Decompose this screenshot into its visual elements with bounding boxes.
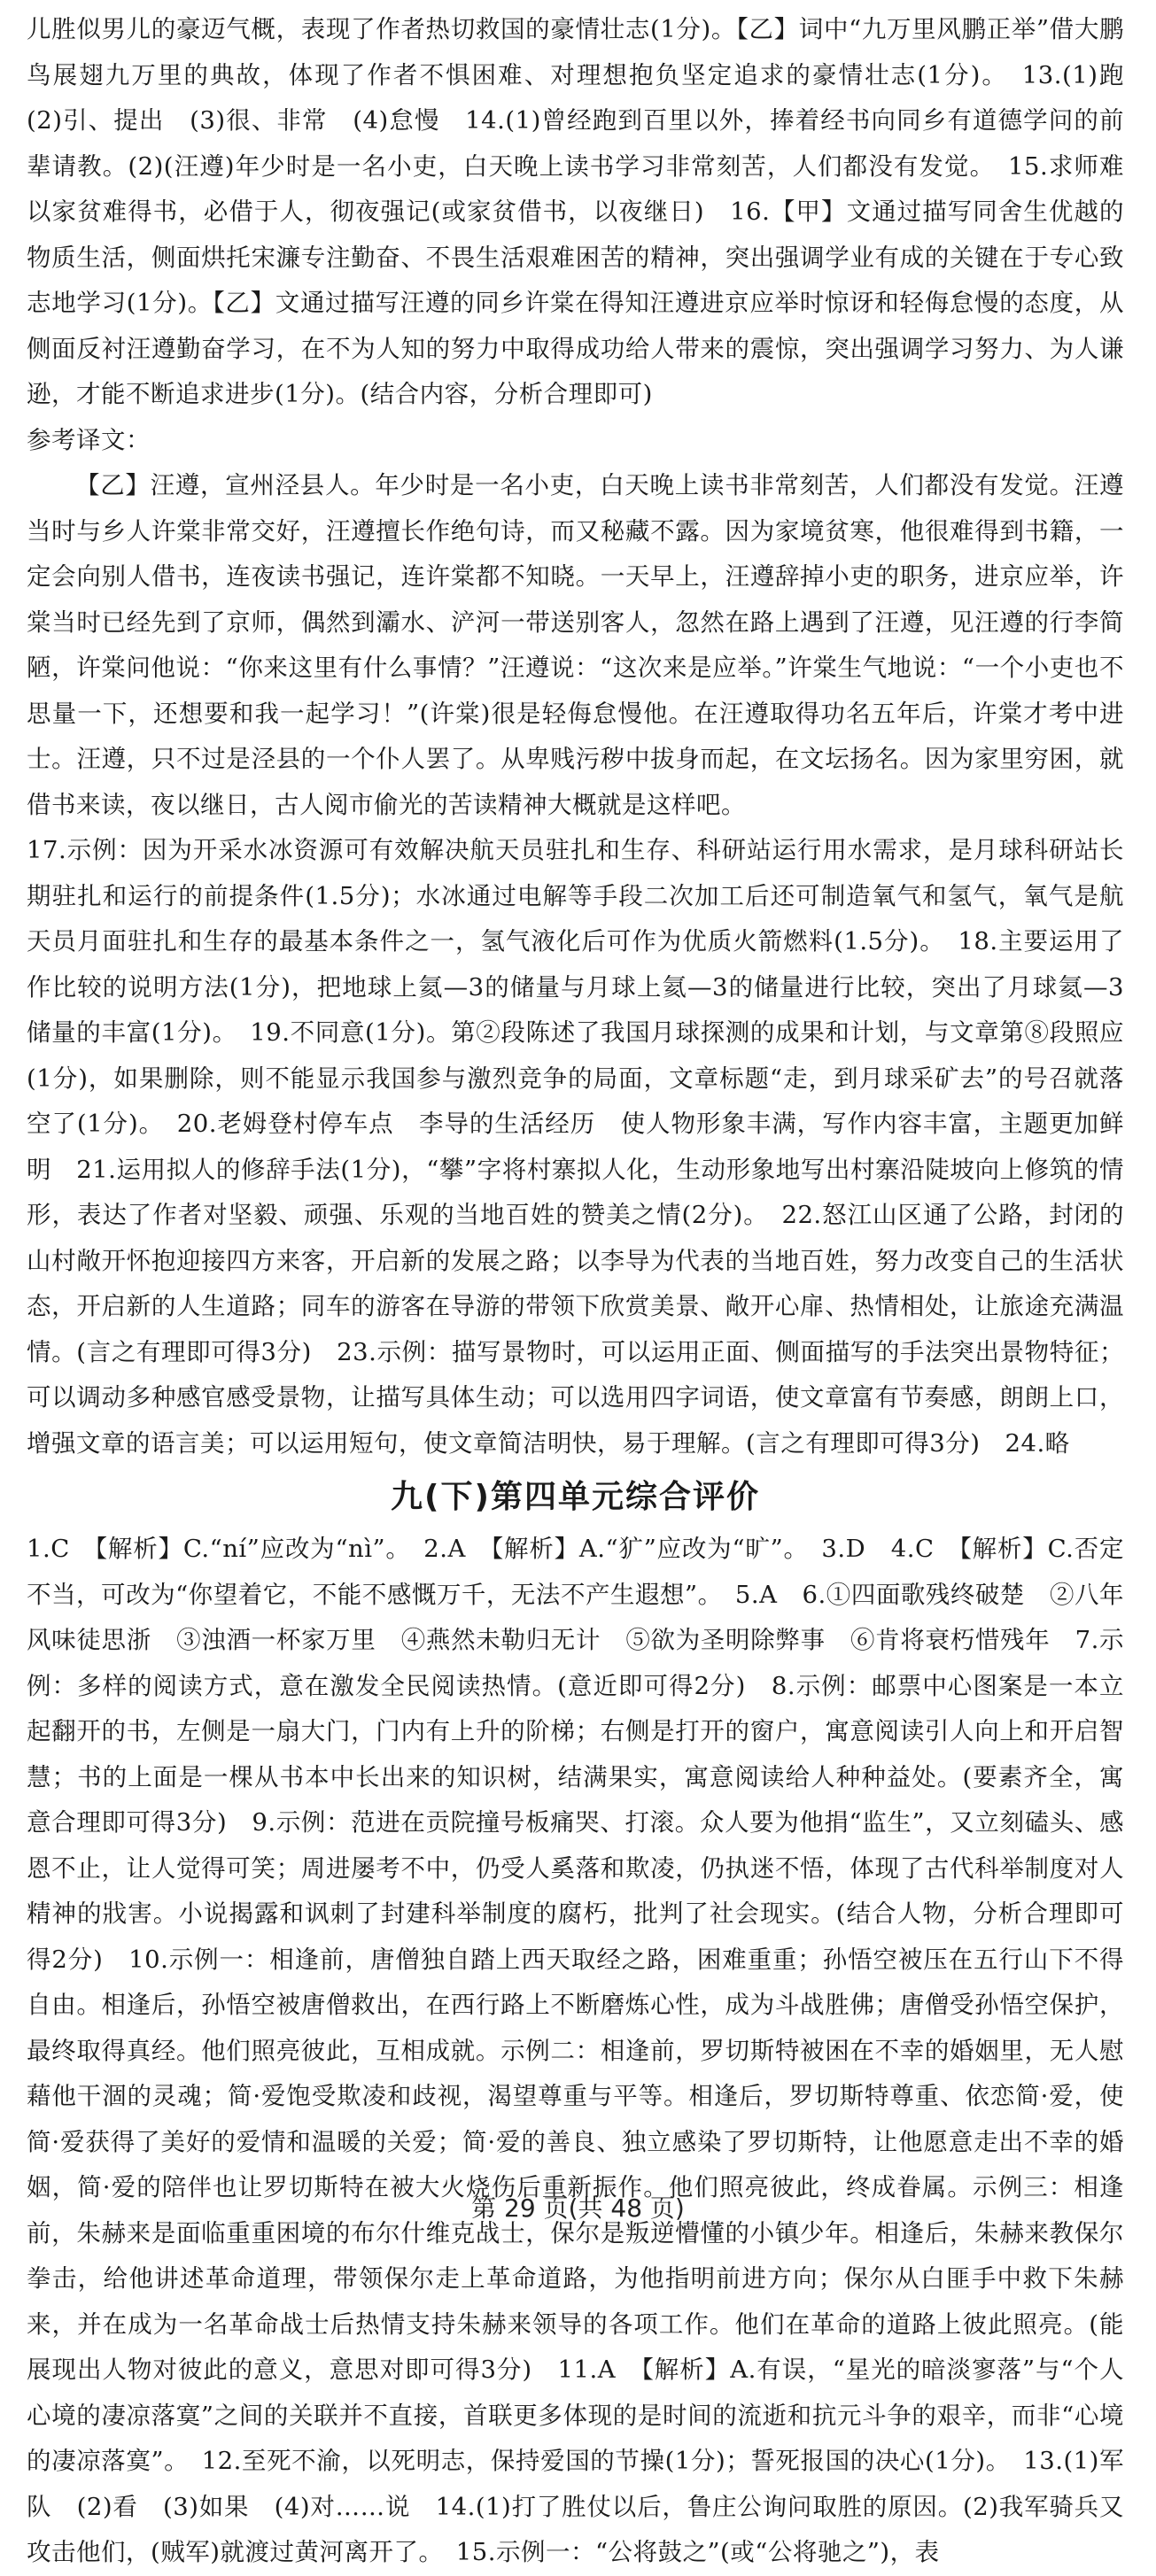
- answers-block-1: 儿胜似男儿的豪迈气概，表现了作者热切救国的豪情壮志(1分)。【乙】词中“九万里风鹏正举”借大鹏鸟展翅九万里的典故，体现了作者不惧困难、对理想抱负坚定追求的豪情壮志(1分)。 13.(1)跑 (2)引、提出 (3)很、非常 (4)怠慢 14.(1)曾经跑到百里以外，捧着经书向同乡有道德学问的前辈请教。(2)(汪遵)年少时是一名小吏，白天晚上读书学习非常刻苦，人们都没有发觉。 15.求师难 以家贫难得书，必借于人，彻夜强记(或家贫借书，以夜继日) 16.【甲】文通过描写同舍生优越的物质生活，侧面烘托宋濂专注勤奋、不畏生活艰难困苦的精神，突出强调学业有成的关键在于专心致志地学习(1分)。【乙】文通过描写汪遵的同乡许棠在得知汪遵进京应举时惊讶和轻侮怠慢的态度，从侧面反衬汪遵勤奋学习，在不为人知的努力中取得成功给人带来的震惊，突出强调学习努力、为人谦逊，才能不断追求进步(1分)。(结合内容，分析合理即可): [27, 15, 1149, 408]
- reference-translation-label: 参考译文：: [27, 425, 151, 454]
- reference-translation-text: 【乙】汪遵，宣州泾县人。年少时是一名小吏，白天晚上读书非常刻苦，人们都没有发觉。汪遵当时与乡人许棠非常交好，汪遵擅长作绝句诗，而又秘藏不露。因为家境贫寒，他很难得到书籍，一定会向别人借书，连夜读书强记，连许棠都不知晓。一天早上，汪遵辞掉小吏的职务，进京应举，许棠当时已经先到了京师，偶然到灞水、浐河一带送别客人，忽然在路上遇到了汪遵，见汪遵的行李简陋，许棠问他说：“你来这里有什么事情？”汪遵说：“这次来是应举。”许棠生气地说：“一个小吏也不思量一下，还想要和我一起学习！”(许棠)很是轻侮怠慢他。在汪遵取得功名五年后，许棠才考中进士。汪遵，只不过是泾县的一个仆人罢了。从卑贱污秽中拔身而起，在文坛扬名。因为家里穷困，就借书来读，夜以继日，古人阅市偷光的苦读精神大概就是这样吧。: [27, 471, 1124, 819]
- answers-block-3: 1.C 【解析】C.“ní”应改为“nì”。 2.A 【解析】A.“犷”应改为“旷”。 3.D 4.C 【解析】C.否定不当，可改为“你望着它，不能不感慨万千，无法不产生遐想”。 5.A 6.①四面歌残终破楚 ②八年风味徒思浙 ③浊酒一杯家万里 ④燕然未勒归无计 ⑤欲为圣明除弊事 ⑥肯将衰朽惜残年 7.示例：多样的阅读方式，意在激发全民阅读热情。(意近即可得2分) 8.示例：邮票中心图案是一本立起翻开的书，左侧是一扇大门，门内有上升的阶梯；右侧是打开的窗户，寓意阅读引人向上和开启智慧；书的上面是一棵从书本中长出来的知识树，结满果实，寓意阅读给人种种益处。(要素齐全，寓意合理即可得3分) 9.示例：范进在贡院撞号板痛哭、打滚。众人要为他捐“监生”，又立刻磕头、感恩不止，让人觉得可笑；周进屡考不中，仍受人奚落和欺凌，仍执迷不悟，体现了古代科举制度对人精神的戕害。小说揭露和讽刺了封建科举制度的腐朽，批判了社会现实。(结合人物，分析合理即可得2分) 10.示例一：相逢前，唐僧独自踏上西天取经之路，困难重重；孙悟空被压在五行山下不得自由。相逢后，孙悟空被唐僧救出，在西行路上不断磨炼心性，成为斗战胜佛；唐僧受孙悟空保护，最终取得真经。他们照亮彼此，互相成就。示例二：相逢前，罗切斯特被困在不幸的婚姻里，无人慰藉他干涸的灵魂；简·爱饱受欺凌和歧视，渴望尊重与平等。相逢后，罗切斯特尊重、依恋简·爱，使简·爱获得了美好的爱情和温暖的关爱；简·爱的善良、独立感染了罗切斯特，让他愿意走出不幸的婚姻，简·爱的陪伴也让罗切斯特在被大火烧伤后重新振作。他们照亮彼此，终成眷属。示例三：相逢前，朱赫来是面临重重困境的布尔什维克战士，保尔是叛逆懵懂的小镇少年。相逢后，朱赫来教保尔拳击，给他讲述革命道理，带领保尔走上革命道路，为他指明前进方向；保尔从白匪手中救下朱赫来，并在成为一名革命战士后热情支持朱赫来领导的各项工作。他们在革命的道路上彼此照亮。(能展现出人物对彼此的意义，意思对即可得3分) 11.A 【解析】A.有误，“星光的暗淡寥落”与“个人心境的凄凉落寞”之间的关联并不直接，首联更多体现的是时间的流逝和抗元斗争的艰辛，而非“心境的凄凉落寞”。 12.至死不渝，以死明志，保持爱国的节操(1分)；誓死报国的决心(1分)。 13.(1)军队 (2)看 (3)如果 (4)对……说 14.(1)打了胜仗以后，鲁庄公询问取胜的原因。(2)我军骑兵又攻击他们，(贼军)就渡过黄河离开了。 15.示例一：“公将鼓之”(或“公将驰之”)，表: [27, 1535, 1124, 2566]
- answers-block-2: 17.示例：因为开采水冰资源可有效解决航天员驻扎和生存、科研站运行用水需求，是月球科研站长期驻扎和运行的前提条件(1.5分)；水冰通过电解等手段二次加工后还可制造氧气和氢气，氧气是航天员月面驻扎和生存的最基本条件之一，氢气液化后可作为优质火箭燃料(1.5分)。 18.主要运用了作比较的说明方法(1分)，把地球上氦—3的储量与月球上氦—3的储量进行比较，突出了月球氦—3储量的丰富(1分)。 19.不同意(1分)。第②段陈述了我国月球探测的成果和计划，与文章第⑧段照应(1分)，如果删除，则不能显示我国参与激烈竞争的局面，文章标题“走，到月球采矿去”的号召就落空了(1分)。 20.老姆登村停车点 李导的生活经历 使人物形象丰满，写作内容丰富，主题更加鲜明 21.运用拟人的修辞手法(1分)，“攀”字将村寨拟人化，生动形象地写出村寨沿陡坡向上修筑的情形，表达了作者对坚毅、顽强、乐观的当地百姓的赞美之情(2分)。 22.怒江山区通了公路，封闭的山村敞开怀抱迎接四方来客，开启新的发展之路；以李导为代表的当地百姓，努力改变自己的生活状态，开启新的人生道路；同车的游客在导游的带领下欣赏美景、敞开心扉、热情相处，让旅途充满温情。(言之有理即可得3分) 23.示例：描写景物时，可以运用正面、侧面描写的手法突出景物特征；可以调动多种感官感受景物，让描写具体生动；可以选用四字词语，使文章富有节奏感，朗朗上口，增强文章的语言美；可以运用短句，使文章简洁明快，易于理解。(言之有理即可得3分) 24.略: [27, 836, 1124, 1458]
- section-title: 九(下)第四单元综合评价: [391, 1479, 760, 1515]
- page-number: 第 29 页(共 48 页): [471, 2193, 685, 2223]
